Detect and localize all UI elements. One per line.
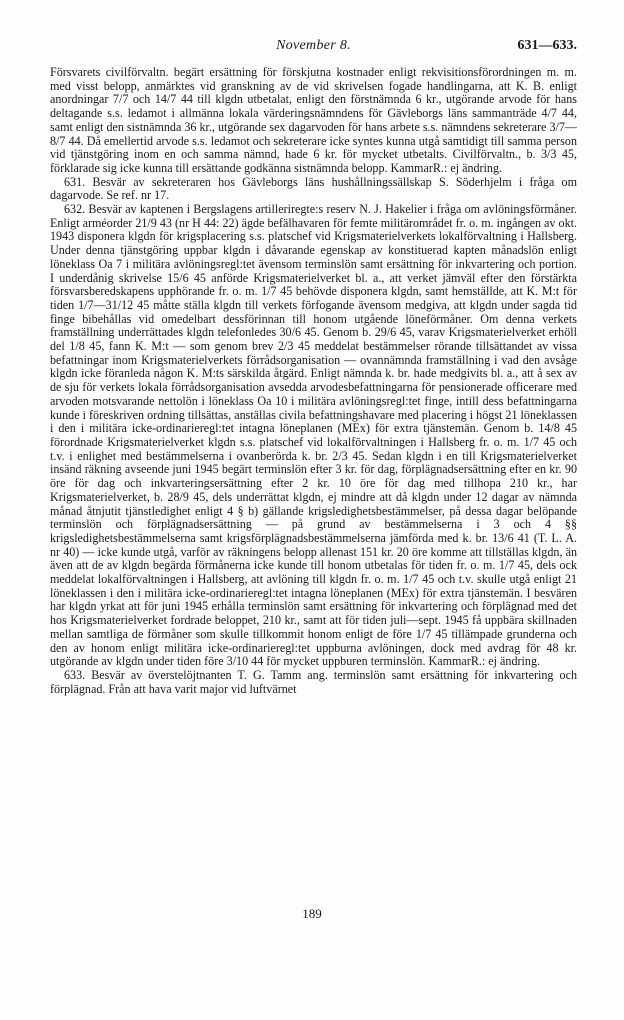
paragraph-entry-632: 632. Besvär av kaptenen i Bergslagens artilleriregte:s reserv N. J. Hakelier i fråga om avlöningsförmåner. Enligt arméorder 21/9 43 (nr H 44: 22) ägde befälhavaren för femte militärområdet fr. o. m. ingången av okt. 1943 disponera klgdn för krigsplacering s.s. platschef vid Krigsmaterielverkets lokalförvaltning i Hallsberg. Under denna tjänstgöring uppbar klgdn i dåvarande egenskap av konstituerad kapten månadslön enligt löneklass Oa 7 i militära avlöningsregl:tet ävensom terminslön samt ersättning för inkvartering och portion. I underdånig skrivelse 15/6 45 anförde Krigsmaterielverket bl. a., att verket jämväl efter den förstärkta försvarsberedskapens upphörande fr. o. m. 1/7 45 behövde disponera klgdn, samt hemställde, att K. M:t för tiden 1/7—31/12 45 måtte ställa klgdn till verkets förfogande ävensom medgiva, att klgdn under sagda tid finge bibehållas vid omedelbart dessförinnan till honom utgående löneförmåner. Om denna verkets framställning underrättades klgdn telefonledes 30/6 45. Genom b. 29/6 45, varav Krigsmaterielverket erhöll del 1/8 45, fann K. M:t — som genom brev 2/3 45 meddelat bestämmelser rörande tillsättandet av vissa befattningar inom Krigsmaterielverkets förrådsorganisation — ovannämnda framställning i vad den avsåge klgdn icke föranleda någon K. M:ts särskilda åtgärd. Enligt nämnda k. br. hade medgivits bl. a., att å sex av de sju för verkets lokala förrådsorganisation avsedda arvodesbefattningarna för pensionerade officerare med arvoden motsvarande nettolön i löneklass Oa 10 i militära avlöningsregl:tet finge, intill dess befattningarna kunde i föreskriven ordning tillsättas, anställas civila befattningshavare med placering i högst 21 löneklassen i den i militära icke-ordinarieregl:tet intagna löneplanen (MEx) för extra tjänstemän. Genom b. 14/8 45 förordnade Krigsmaterielverket klgdn s.s. platschef vid lokalförvaltningen i Hallsberg fr. o. m. 1/7 45 och t.v. i enlighet med bestämmelserna i ovanberörda k. br. 2/3 45. Sedan klgdn i en till Krigsmaterielverket insänd räkning avseende juni 1945 begärt terminslön efter 3 kr. för dag, förplägnadsersättning efter en kr. 90 öre för dag och inkvarteringsersättning efter 2 kr. 10 öre för dag med tillhopa 210 kr., har Krigsmaterielverket, b. 28/9 45, dels underrättat klgdn, ej mindre att då klgdn under 12 dagar av nämnda månad åtnjutit tjänstledighet enligt 4 § b) gällande krigsledighetsbestämmelser, på dessa dagar belöpande terminslön och förplägnadsersättning — på grund av bestämmelserna i 3 och 4 §§ krigsledighetsbestämmelserna samt krigsförplägnadsbestämmelserna jämförda med k. br. 13/6 41 (T. L. A. nr 40) — icke kunde utgå, varför av räkningens belopp allenast 151 kr. 20 öre komme att tillställas klgdn, än även att de av klgdn begärda förmånerna icke kunde till honom utbetalas för tiden fr. o. m. 1/7 45, dels ock meddelat lokalförvaltningen i Hallsberg, att avlöning till klgdn fr. o. m. 1/7 45 och t.v. skulle utgå enligt 21 löneklassen i den i militära icke-ordinarieregl:tet intagna löneplanen (MEx) för extra tjänstemän. I besvären har klgdn yrkat att för juni 1945 erhålla terminslön samt ersättning för inkvartering och förplägnad med det hos Krigsmaterielverket fordrade beloppet, 210 kr., samt att för tiden juli—sept. 1945 få uppbära skillnaden mellan samtliga de förmåner som skulle tillkommit honom enligt de före 1/7 45 tillämpade grunderna och den av honom enligt militära icke-ordinarieregl:tet uppburna avlöningen, dock med avdrag för 48 kr. utgörande av klgdn under tiden före 3/10 44 för mycket uppburen terminslön. KammarR.: ej ändring. — [50, 202, 577, 669]
paragraph-entry-631: 631. Besvär av sekreteraren hos Gävleborgs läns hushållningssällskap S. Söderhjelm i fråga om dagarvode. Se ref. nr 17. — [50, 174, 577, 203]
paragraph-entry-633: 633. Besvär av överstelöjtnanten T. G. Tamm ang. terminslön samt ersättning för inkvartering och förplägnad. Från att hava varit major vid luftvärnet — [50, 667, 577, 696]
page-number: 189 — [302, 906, 322, 921]
running-head: November 8. — [276, 38, 351, 53]
paragraph-continuation: Försvarets civilförvaltn. begärt ersättning för förskjutna kostnader enligt rekvisitionsförordningen m. m. med visst belopp, anmärktes vid granskning av de vid skrivelsen fogade handlingarna, att K. B. enligt anordningar 7/7 och 14/7 44 till klgdn utbetalat, enligt den förstnämnda 6 kr., utgörande arvode för hans deltagande s.s. ledamot i allmänna lokala värderingsnämndens för Gävleborgs läns sammanträde 4/7 44, samt enligt den sistnämnda 36 kr., utgörande sex dagarvoden för hans arbete s.s. nämndens sekreterare 3/7—8/7 44. Då emellertid arvode s.s. ledamot och sekreterare icke syntes kunna utgå samtidigt till samma person vid tjänstgöring inom en och samma nämnd, hade 6 kr. för mycket utbetalts. Civilförvaltn., b. 3/3 45, förklarade sig icke kunna till ersättande godkänna sistnämnda belopp. KammarR.: ej ändring. — [50, 66, 577, 175]
entry-range: 631—633. — [517, 38, 577, 53]
page-header — [50, 38, 577, 58]
body-text — [50, 66, 577, 916]
